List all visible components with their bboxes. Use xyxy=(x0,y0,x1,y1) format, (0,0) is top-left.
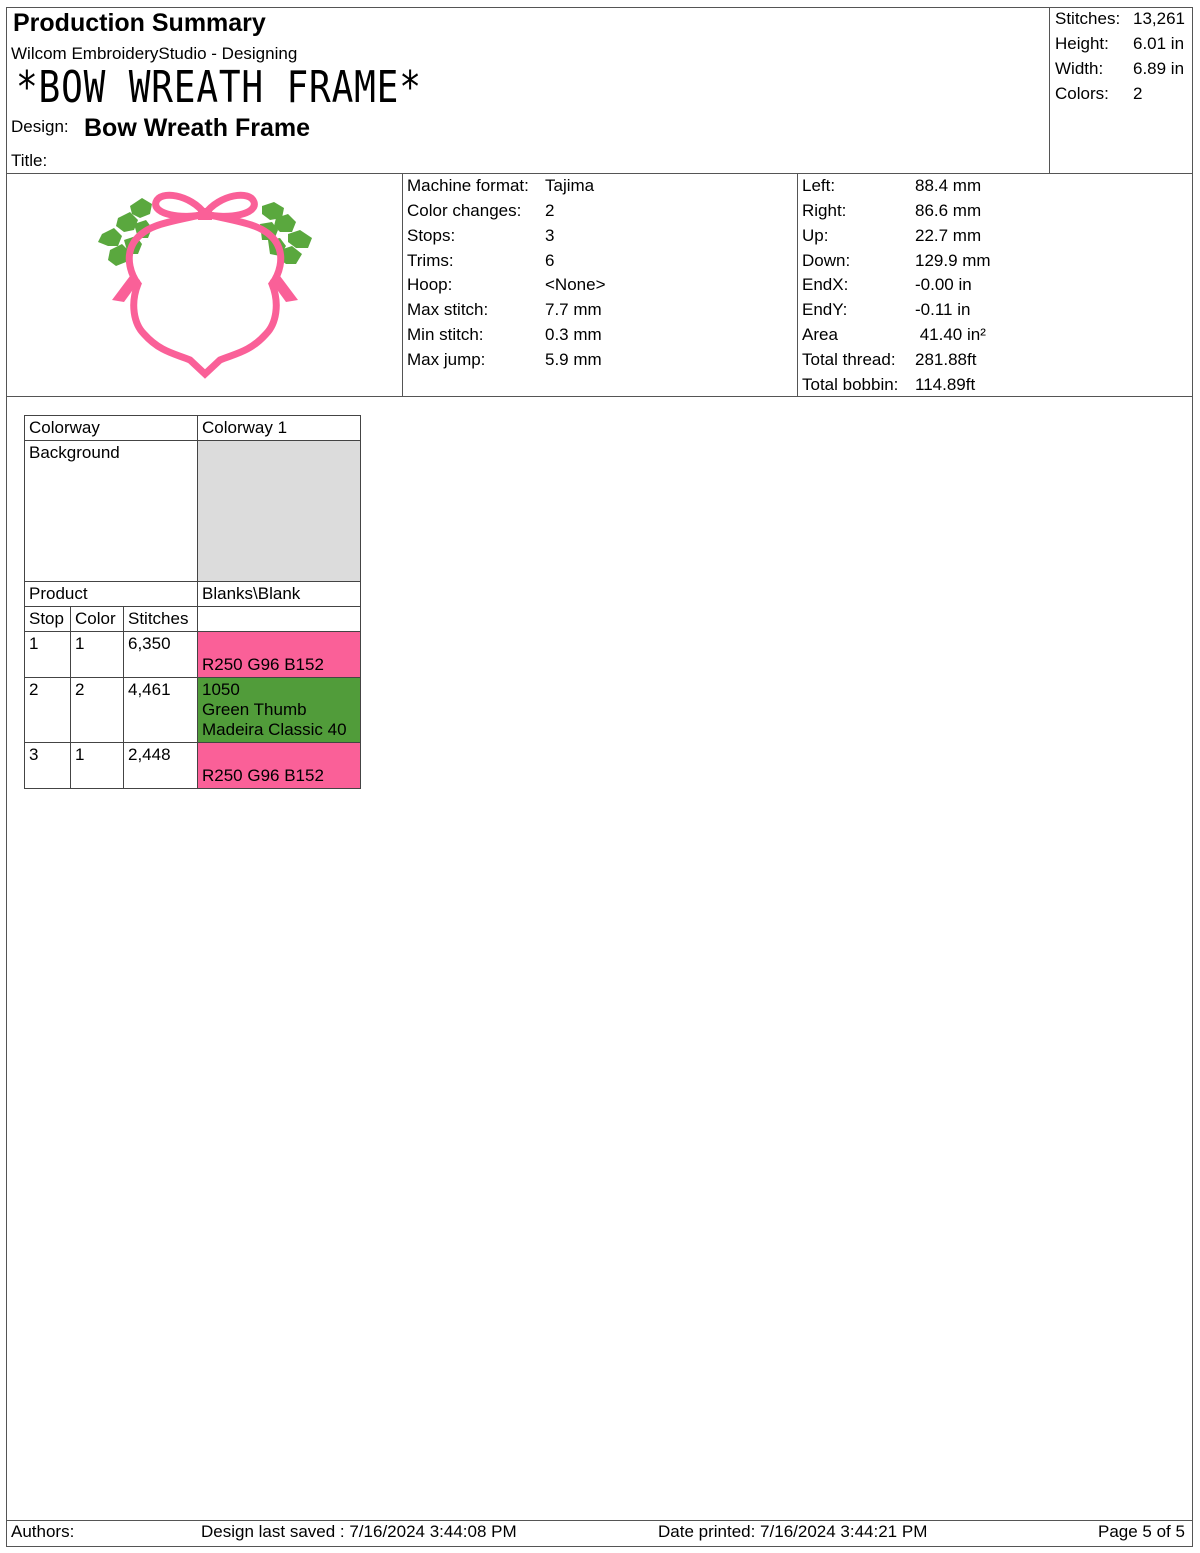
thread-code: 1050 xyxy=(202,680,240,699)
col-header-color: Color xyxy=(71,607,124,632)
stat-label: Height: xyxy=(1055,34,1109,53)
extent-value: 129.9 mm xyxy=(915,251,991,270)
stat-label: Colors: xyxy=(1055,84,1109,103)
table-row xyxy=(25,441,361,582)
extent-label: EndY: xyxy=(802,300,848,319)
machine-label: Hoop: xyxy=(407,275,453,294)
footer-divider xyxy=(6,1520,1193,1521)
extent-value: 41.40 in² xyxy=(915,325,986,344)
stat-value: 2 xyxy=(1133,84,1143,103)
extent-value: 86.6 mm xyxy=(915,201,982,220)
col-header-stitches: Stitches xyxy=(124,607,198,632)
color-cell: 2 xyxy=(71,678,124,743)
extent-label: Up: xyxy=(802,226,829,245)
extent-label: Total thread: xyxy=(802,350,896,369)
thread-rgb: R250 G96 B152 xyxy=(202,655,324,674)
stat-label: Width: xyxy=(1055,59,1104,78)
colorway-label: Colorway xyxy=(25,416,198,441)
machine-value: Tajima xyxy=(545,176,595,195)
design-banner: *BOW WREATH FRAME* xyxy=(16,62,422,113)
extent-label: EndX: xyxy=(802,275,849,294)
table-row xyxy=(25,607,361,632)
machine-label: Stops: xyxy=(407,226,456,245)
colorway-value: Colorway 1 xyxy=(198,416,361,441)
machine-label: Machine format: xyxy=(407,176,529,195)
footer-page-number: Page 5 of 5 xyxy=(1098,1522,1185,1541)
extent-label: Total bobbin: xyxy=(802,375,899,394)
stat-value: 6.01 in xyxy=(1133,34,1185,53)
col-header-stop: Stop xyxy=(25,607,71,632)
thread-swatch xyxy=(198,632,361,678)
machine-label: Trims: xyxy=(407,251,454,270)
machine-value: <None> xyxy=(545,275,606,294)
report-title: Production Summary xyxy=(13,9,266,37)
background-label: Background xyxy=(25,441,198,582)
stats-divider xyxy=(1049,7,1050,173)
color-cell: 1 xyxy=(71,632,124,678)
machine-value: 5.9 mm xyxy=(545,350,602,369)
software-name: Wilcom EmbroideryStudio - Designing xyxy=(11,44,298,63)
product-value: Blanks\Blank xyxy=(198,582,361,607)
extent-value: 114.89ft xyxy=(915,375,976,394)
footer-last-saved: Design last saved : 7/16/2024 3:44:08 PM xyxy=(201,1522,517,1541)
machine-label: Max stitch: xyxy=(407,300,489,319)
extent-value: 281.88ft xyxy=(915,350,977,369)
extent-label: Down: xyxy=(802,251,851,270)
table-row xyxy=(25,416,361,441)
table-row xyxy=(25,582,361,607)
stat-label: Stitches: xyxy=(1055,9,1121,28)
machine-label: Min stitch: xyxy=(407,325,484,344)
machine-divider xyxy=(797,173,798,396)
design-preview xyxy=(90,184,320,384)
colorway-table xyxy=(24,415,361,789)
stop-cell: 2 xyxy=(25,678,71,743)
stitches-cell: 6,350 xyxy=(124,632,198,678)
footer-date-printed: Date printed: 7/16/2024 3:44:21 PM xyxy=(658,1522,928,1541)
stop-cell: 3 xyxy=(25,743,71,789)
machine-value: 7.7 mm xyxy=(545,300,602,319)
footer-authors: Authors: xyxy=(11,1522,75,1541)
table-row xyxy=(25,678,361,743)
title-label: Title: xyxy=(11,151,48,170)
col-header-thread xyxy=(198,607,361,632)
machine-value: 2 xyxy=(545,201,555,220)
color-cell: 1 xyxy=(71,743,124,789)
extent-label: Area xyxy=(802,325,838,344)
stat-value: 6.89 in xyxy=(1133,59,1185,78)
extent-value: -0.11 in xyxy=(915,300,971,319)
header-divider xyxy=(6,173,1193,174)
thread-name: Green Thumb xyxy=(202,700,307,719)
thread-rgb: R250 G96 B152 xyxy=(202,766,324,785)
machine-value: 3 xyxy=(545,226,555,245)
preview-divider xyxy=(402,173,403,396)
extent-value: 88.4 mm xyxy=(915,176,982,195)
table-row xyxy=(25,632,361,678)
machine-value: 6 xyxy=(545,251,555,270)
extent-value: 22.7 mm xyxy=(915,226,982,245)
stitches-cell: 2,448 xyxy=(124,743,198,789)
product-label: Product xyxy=(25,582,198,607)
thread-brand: Madeira Classic 40 xyxy=(202,720,347,739)
extent-value: -0.00 in xyxy=(915,275,972,294)
thread-swatch xyxy=(198,743,361,789)
stop-cell: 1 xyxy=(25,632,71,678)
stat-value: 13,261 xyxy=(1133,9,1185,28)
stitches-cell: 4,461 xyxy=(124,678,198,743)
table-row xyxy=(25,743,361,789)
machine-label: Max jump: xyxy=(407,350,486,369)
design-label: Design: xyxy=(11,117,69,136)
machine-value: 0.3 mm xyxy=(545,325,602,344)
thread-swatch xyxy=(198,678,361,743)
extent-label: Right: xyxy=(802,201,847,220)
machine-label: Color changes: xyxy=(407,201,522,220)
info-divider xyxy=(6,396,1193,397)
extent-label: Left: xyxy=(802,176,836,195)
bow-ribbon xyxy=(129,195,280,374)
background-swatch xyxy=(198,441,361,582)
design-name: Bow Wreath Frame xyxy=(84,114,310,142)
